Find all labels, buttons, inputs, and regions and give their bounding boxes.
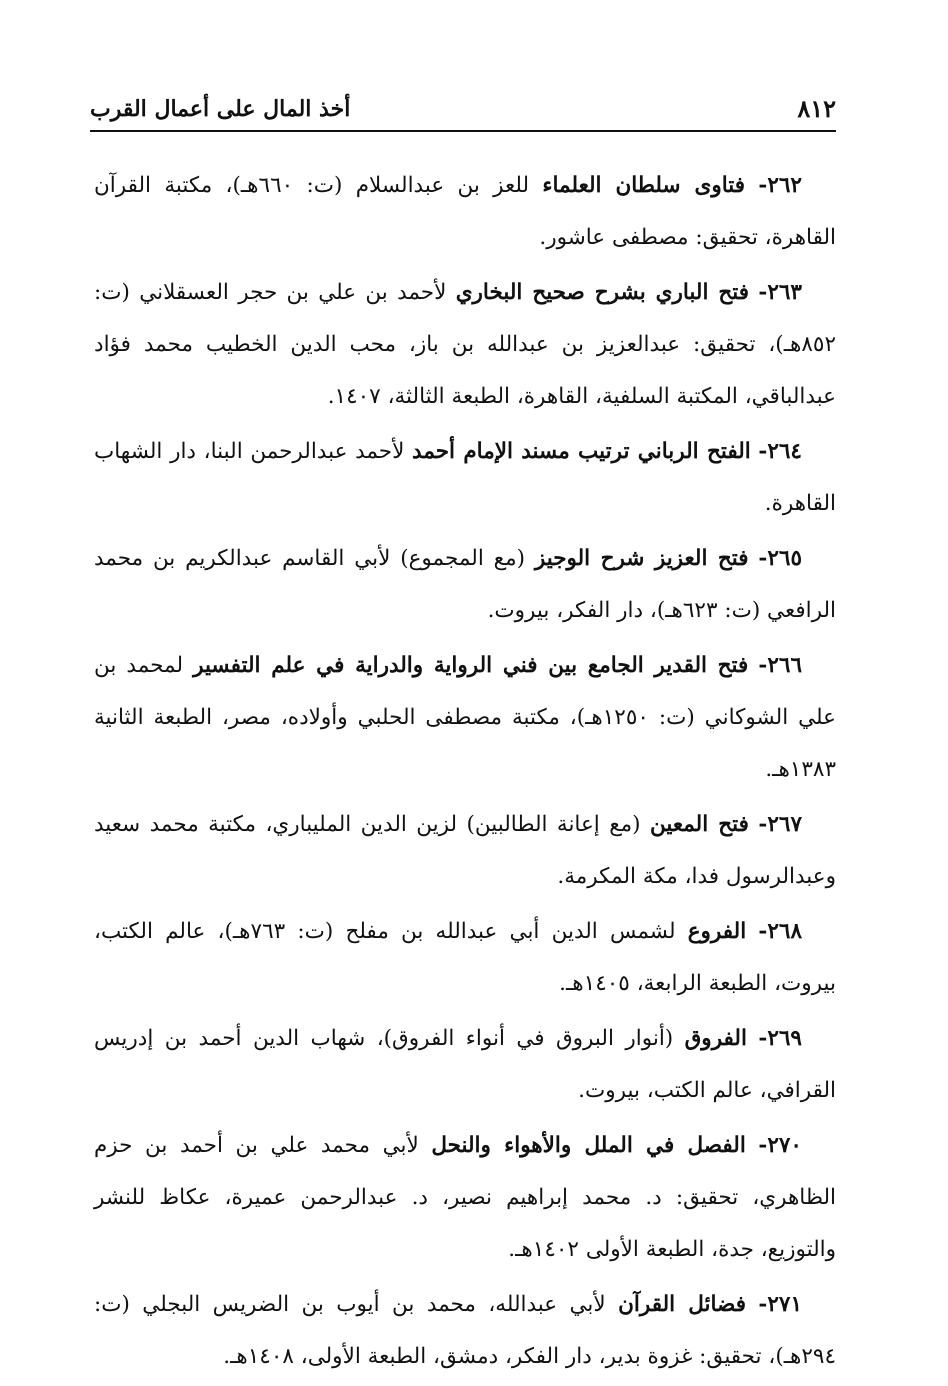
entry-title: فتح الباري بشرح صحيح البخاري: [455, 280, 750, 305]
entry-number: ٢٦٩-: [758, 1026, 802, 1051]
running-title: أخذ المال على أعمال القرب: [90, 96, 351, 122]
bibliography-entry: [94, 799, 836, 903]
bibliography-list: [94, 160, 836, 1386]
entry-title: فتح المعين: [650, 812, 749, 837]
entry-number: ٢٦٥-: [758, 546, 803, 571]
entry-details: لأبي عبدالله، محمد بن أيوب بن الضريس البجلي (ت: ٢٩٤هـ)، تحقيق: غزوة بدير، دار الفكر، دمشق، الطبعة الأولى، ١٤٠٨هـ.: [94, 1292, 836, 1369]
header-divider: [90, 130, 836, 132]
bibliography-entry: [94, 426, 836, 530]
bibliography-entry: [94, 1279, 836, 1383]
bibliography-entry: [94, 906, 836, 1010]
entry-title: الفصل في الملل والأهواء والنحل: [431, 1133, 746, 1158]
entry-details: لأحمد بن علي بن حجر العسقلاني (ت: ٨٥٢هـ)، تحقيق: عبدالعزيز بن عبدالله بن باز، محب الدين الخطيب محمد فؤاد عبدالباقي، المكتبة السلفية، القاهرة، الطبعة الثالثة، ١٤٠٧.: [94, 280, 836, 409]
bibliography-entry: [94, 533, 836, 637]
entry-title: الفروع: [687, 919, 747, 944]
entry-number: ٢٦٤-: [758, 439, 802, 464]
entry-title: فتاوى سلطان العلماء: [542, 173, 746, 198]
entry-details: لمحمد بن علي الشوكاني (ت: ١٢٥٠هـ)، مكتبة مصطفى الحلبي وأولاده، مصر، الطبعة الثانية ١٣٨٣هـ.: [94, 653, 836, 782]
entry-title: فتح العزيز شرح الوجيز: [534, 546, 749, 571]
page-header: [90, 88, 836, 128]
entry-number: ٢٦٣-: [758, 280, 802, 305]
bibliography-entry: [94, 160, 836, 264]
entry-title: فضائل القرآن: [618, 1292, 746, 1317]
entry-number: ٢٧١-: [758, 1292, 803, 1317]
entry-number: ٢٦٧-: [758, 812, 802, 837]
entry-number: ٢٧٠-: [758, 1133, 802, 1158]
entry-details: (أنوار البروق في أنواء الفروق)، شهاب الدين أحمد بن إدريس القرافي، عالم الكتب، بيروت.: [94, 1026, 836, 1103]
entry-details: لشمس الدين أبي عبدالله بن مفلح (ت: ٧٦٣هـ)، عالم الكتب، بيروت، الطبعة الرابعة، ١٤٠٥هـ.: [94, 919, 836, 996]
bibliography-entry: [94, 1120, 836, 1276]
entry-title: فتح القدير الجامع بين فني الرواية والدراية في علم التفسير: [193, 653, 749, 678]
entry-details: للعز بن عبدالسلام (ت: ٦٦٠هـ)، مكتبة القرآن القاهرة، تحقيق: مصطفى عاشور.: [94, 173, 836, 250]
entry-number: ٢٦٢-: [758, 173, 802, 198]
bibliography-entry: [94, 640, 836, 796]
entry-details: (مع إعانة الطالبين) لزين الدين المليباري، مكتبة محمد سعيد وعبدالرسول فدا، مكة المكرمة.: [94, 812, 836, 889]
entry-title: الفتح الرباني ترتيب مسند الإمام أحمد: [412, 439, 751, 464]
entry-details: (مع المجموع) لأبي القاسم عبدالكريم بن محمد الرافعي (ت: ٦٢٣هـ)، دار الفكر، بيروت.: [94, 546, 836, 623]
entry-number: ٢٦٦-: [758, 653, 802, 678]
page-number: ٨١٢: [797, 94, 836, 123]
entry-details: لأبي محمد علي بن أحمد بن حزم الظاهري، تحقيق: د. محمد إبراهيم نصير، د. عبدالرحمن عميرة، عكاظ للنشر والتوزيع، جدة، الطبعة الأولى ١٤٠٢هـ.: [94, 1133, 836, 1262]
entry-number: ٢٦٨-: [758, 919, 802, 944]
entry-title: الفروق: [684, 1026, 747, 1051]
bibliography-entry: [94, 267, 836, 423]
entry-details: لأحمد عبدالرحمن البنا، دار الشهاب القاهرة.: [94, 439, 836, 516]
bibliography-entry: [94, 1013, 836, 1117]
